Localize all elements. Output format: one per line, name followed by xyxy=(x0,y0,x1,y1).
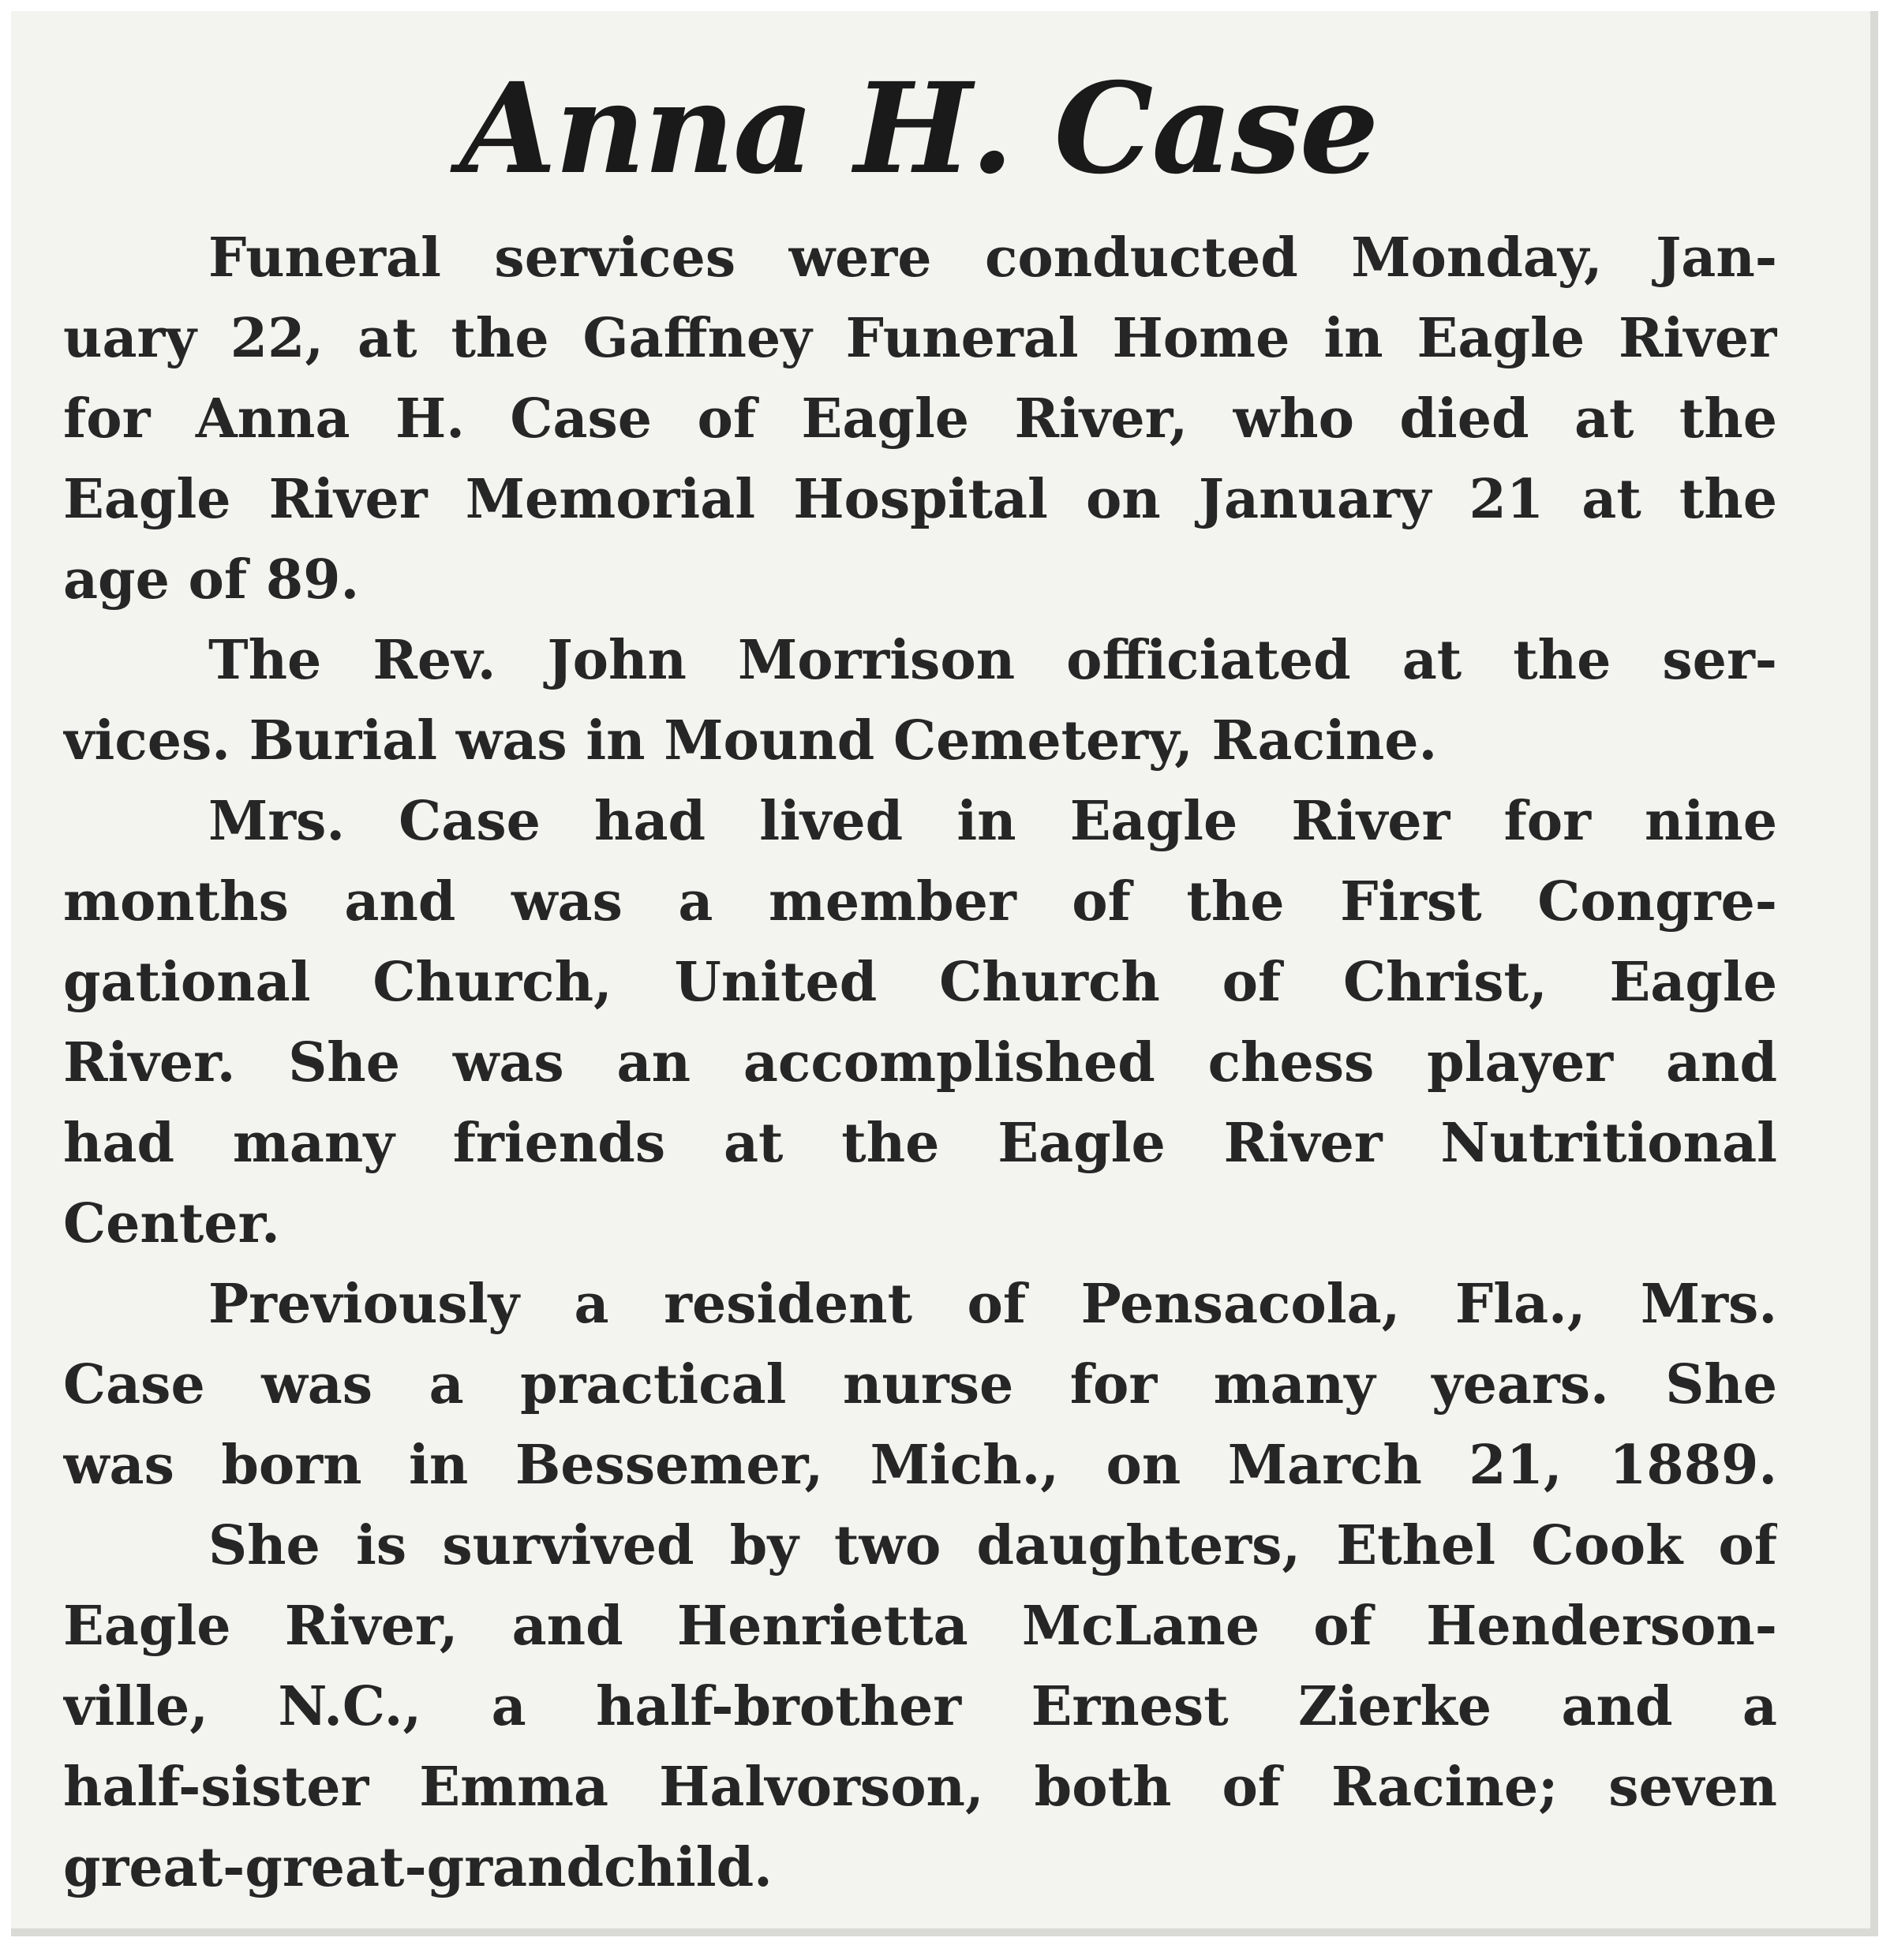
paragraph-1-line-2: uary 22, at the Gaffney Funeral Home in Eagle River xyxy=(63,307,1777,370)
paragraph-1-line-4: Eagle River Memorial Hospital on January 21 at the xyxy=(63,468,1777,531)
paragraph-3-line-4: River. She was an accomplished chess player and xyxy=(63,1031,1777,1094)
paragraph-3-line-1: Mrs. Case had lived in Eagle River for nine xyxy=(208,790,1777,853)
obituary-body xyxy=(63,218,1777,1908)
paragraph-3-line-5: had many friends at the Eagle River Nutritional xyxy=(63,1112,1777,1175)
newspaper-clipping xyxy=(11,11,1878,1936)
paragraph-5-line-2: Eagle River, and Henrietta McLane of Henderson- xyxy=(63,1595,1777,1658)
paragraph-2-line-1: The Rev. John Morrison officiated at the ser- xyxy=(208,629,1777,692)
paragraph-1-line-5: age of 89. xyxy=(63,548,360,612)
paragraph-3-line-6: Center. xyxy=(63,1192,280,1255)
paragraph-5-line-1: She is survived by two daughters, Ethel Cook of xyxy=(208,1514,1777,1577)
paragraph-4-line-3: was born in Bessemer, Mich., on March 21, 1889. xyxy=(63,1434,1777,1497)
paragraph-5-line-5: great-great-grandchild. xyxy=(63,1836,773,1899)
paragraph-4-line-1: Previously a resident of Pensacola, Fla., Mrs. xyxy=(208,1273,1777,1336)
paragraph-3-line-2: months and was a member of the First Congre- xyxy=(63,870,1777,933)
paragraph-4-line-2: Case was a practical nurse for many years. She xyxy=(63,1353,1777,1416)
paragraph-2-line-2: vices. Burial was in Mound Cemetery, Racine. xyxy=(63,709,1438,772)
paragraph-5-line-4: half-sister Emma Halvorson, both of Racine; seven xyxy=(63,1756,1777,1819)
paragraph-1-line-1: Funeral services were conducted Monday, Jan- xyxy=(208,226,1777,290)
paragraph-5-line-3: ville, N.C., a half-brother Ernest Zierke and a xyxy=(63,1675,1777,1738)
paragraph-1-line-3: for Anna H. Case of Eagle River, who died at the xyxy=(63,387,1777,451)
paragraph-3-line-3: gational Church, United Church of Christ, Eagle xyxy=(63,951,1777,1014)
obituary-headline: Anna H. Case xyxy=(459,56,1378,202)
